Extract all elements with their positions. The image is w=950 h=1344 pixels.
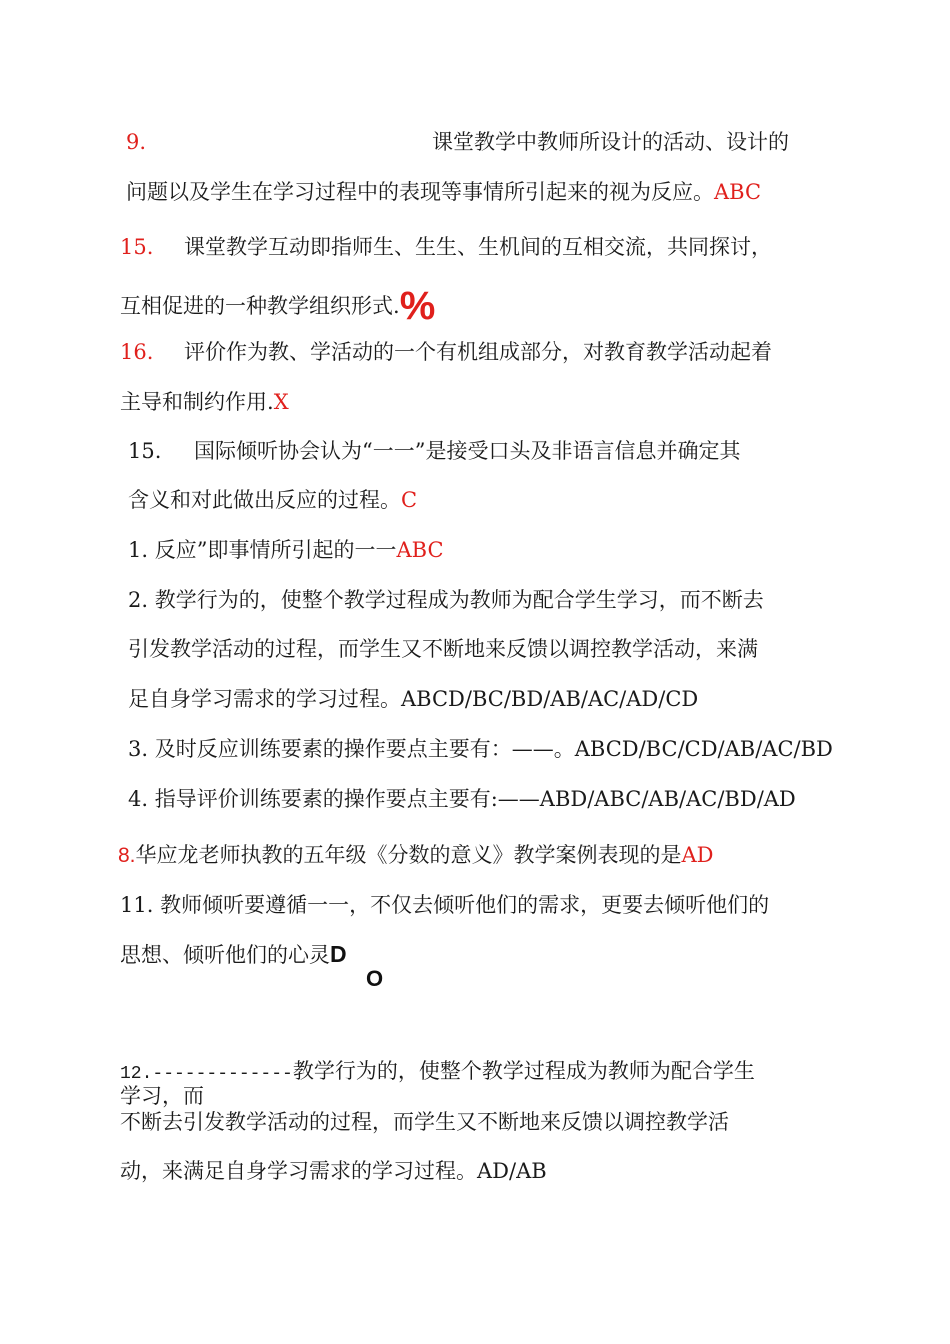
q1-text: 1. 反应”即事情所引起的一一ABC	[128, 538, 444, 562]
q2-text-line3: 足自身学习需求的学习过程。ABCD/BC/BD/AB/AC/AD/CD	[128, 687, 699, 711]
q4-answer: ABD/ABC/AB/AC/BD/AD	[539, 787, 796, 811]
q2-text-line1: 2. 教学行为的，使整个教学过程成为教师为配合学生学习，而不断去	[128, 588, 764, 612]
q12-prefix: 12.-------------	[120, 1064, 293, 1084]
q12-text-line4: 动，来满足自身学习需求的学习过程。AD/AB	[120, 1159, 547, 1183]
q15b-text-line2: 含义和对此做出反应的过程。C	[128, 488, 418, 512]
q16-answer: X	[273, 390, 289, 414]
q2-answer: ABCD/BC/BD/AB/AC/AD/CD	[401, 687, 699, 711]
q3-answer: ABCD/BC/CD/AB/AC/BD	[574, 737, 833, 761]
q8-answer: AD	[681, 843, 714, 867]
q8-text: 8.华应龙老师执教的五年级《分数的意义》教学案例表现的是AD	[118, 843, 714, 867]
q15a-text-line2: 互相促进的一种教学组织形式.%	[120, 284, 436, 328]
q9-number: 9.	[126, 130, 147, 154]
q9-text-line1: 课堂教学中教师所设计的活动、设计的	[432, 130, 789, 154]
q12-text-line1: 12.-------------教学行为的，使整个教学过程成为教师为配合学生	[120, 1059, 755, 1084]
q8-number: 8.	[118, 844, 136, 867]
q11-text-line2: 思想、倾听他们的心灵D	[120, 941, 347, 967]
q2-text-line2: 引发教学活动的过程，而学生又不断地来反馈以调控教学活动，来满	[128, 637, 758, 661]
q9-text-line2: 问题以及学生在学习过程中的表现等事情所引起来的视为反应。ABC	[126, 180, 762, 204]
q15a-text-line1: 课堂教学互动即指师生、生生、生机间的互相交流，共同探讨，	[184, 235, 772, 259]
q11-answer-d: D	[330, 941, 347, 967]
q15b-number: 15.	[128, 439, 162, 463]
q15b-answer: C	[401, 488, 418, 512]
q15a-number: 15.	[120, 235, 154, 259]
q9-answer: ABC	[714, 180, 762, 204]
q1-answer: ABC	[396, 538, 444, 562]
q16-text-line2: 主导和制约作用.X	[120, 390, 289, 414]
q12-text-line2: 学习，而	[120, 1084, 204, 1108]
q4-text: 4. 指导评价训练要素的操作要点主要有:——ABD/ABC/AB/AC/BD/AD	[128, 787, 796, 811]
q3-text: 3. 及时反应训练要素的操作要点主要有：——。ABCD/BC/CD/AB/AC/BD	[128, 737, 833, 761]
q15b-text-line1: 国际倾听协会认为“一一”是接受口头及非语言信息并确定其	[194, 439, 741, 463]
q11-text-line1: 11. 教师倾听要遵循一一，不仅去倾听他们的需求，更要去倾听他们的	[120, 893, 770, 917]
q11-answer-o: O	[366, 966, 384, 991]
q15a-answer: %	[399, 284, 436, 328]
q12-answer: AD/AB	[477, 1159, 547, 1183]
q16-number: 16.	[120, 340, 154, 364]
q12-text-line3: 不断去引发教学活动的过程，而学生又不断地来反馈以调控教学活	[120, 1110, 729, 1134]
q16-text-line1: 评价作为教、学活动的一个有机组成部分，对教育教学活动起着	[184, 340, 772, 364]
